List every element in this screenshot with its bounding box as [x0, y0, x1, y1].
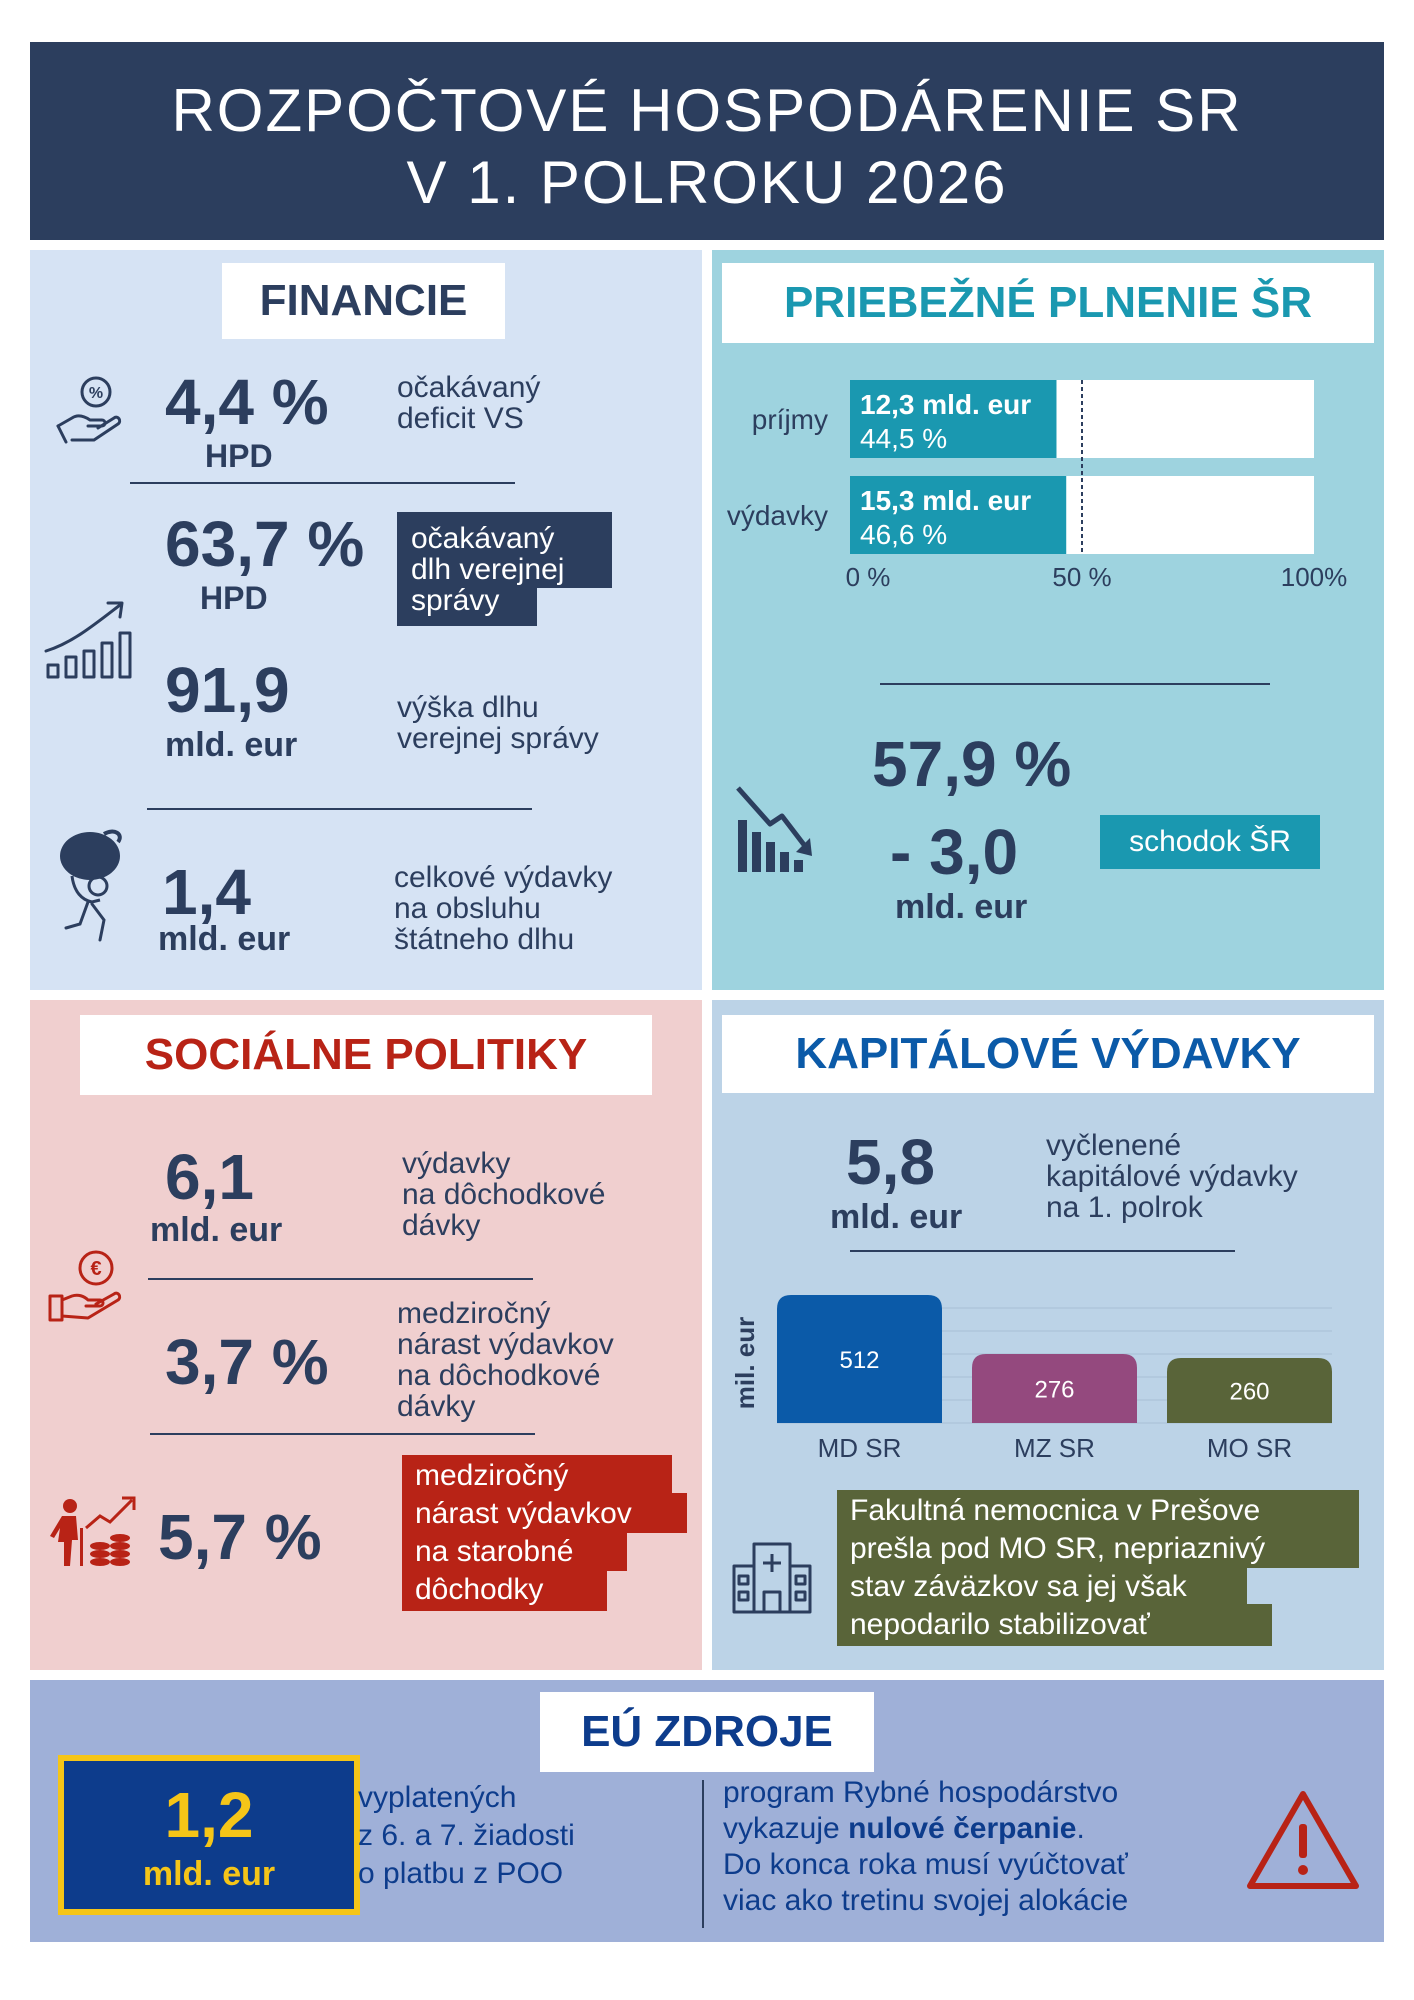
dochodky-desc-l2: na dôchodkové — [402, 1178, 606, 1211]
category-label: príjmy — [751, 404, 828, 435]
starobne-desc-l1: medziročný — [415, 1459, 569, 1492]
obsluha-value: 1,4 — [162, 856, 251, 928]
kapitalove-desc-l1: vyčlenené — [1046, 1129, 1182, 1162]
kapitalove-unit: mld. eur — [830, 1198, 963, 1236]
header-banner — [30, 42, 1384, 240]
kapitalove-panel — [712, 1000, 1384, 1670]
starobne-desc-l3: na starobné — [415, 1535, 574, 1568]
page-title-line2: V 1. POLROKU 2026 — [406, 149, 1008, 216]
dochodky-desc-l3: dávky — [402, 1209, 481, 1242]
socialne-panel — [30, 1000, 702, 1670]
eu-program-l1: program Rybné hospodárstvo — [723, 1776, 1119, 1809]
eu-program-l4: viac ako tretinu svojej alokácie — [723, 1884, 1129, 1917]
y-axis-label: mil. eur — [730, 1316, 760, 1410]
kapitalove-heading: KAPITÁLOVÉ VÝDAVKY — [722, 1015, 1374, 1093]
hand-euro-icon — [46, 1246, 132, 1326]
bar-value-label: 512 — [839, 1347, 880, 1374]
deficit-desc-l2: deficit VS — [397, 402, 524, 435]
vyska-desc-l1: výška dlhu — [397, 691, 539, 724]
dlh-unit: HPD — [200, 580, 268, 616]
debt-burden-icon — [52, 828, 132, 946]
narast-desc-l3: na dôchodkové — [397, 1359, 601, 1392]
eu-program-l2: vykazuje nulové čerpanie. — [723, 1812, 1085, 1845]
bar-value-label: 12,3 mld. eur — [860, 389, 1032, 420]
obsluha-desc-l3: štátneho dlhu — [394, 923, 575, 956]
kapitalove-desc-l2: kapitálové výdavky — [1046, 1160, 1298, 1193]
eu-desc-l3: o platbu z POO — [358, 1857, 564, 1890]
narast-desc-l1: medziročný — [397, 1297, 551, 1330]
socialne-heading: SOCIÁLNE POLITIKY — [80, 1015, 652, 1095]
warning-icon — [1242, 1786, 1364, 1894]
bar-value-label: 260 — [1229, 1378, 1270, 1406]
plnenie-panel — [712, 250, 1384, 990]
financie-heading: FINANCIE — [222, 263, 505, 339]
dochodky-unit: mld. eur — [150, 1211, 283, 1249]
note-l2: prešla pod MO SR, nepriaznivý — [850, 1532, 1266, 1565]
obsluha-unit: mld. eur — [158, 920, 291, 958]
eu-unit: mld. eur — [142, 1855, 276, 1893]
bar-value-label: 15,3 mld. eur — [860, 485, 1032, 516]
eu-value-box — [58, 1755, 360, 1915]
bar-value-label: 276 — [1034, 1376, 1075, 1404]
schodok-label: schodok ŠR — [1100, 815, 1320, 869]
vyska-desc-l2: verejnej správy — [397, 722, 599, 755]
divider — [150, 1433, 535, 1435]
eu-program-l3: Do konca roka musí vyúčtovať — [723, 1848, 1128, 1881]
hand-percent-icon — [52, 370, 132, 450]
pension-growth-icon — [48, 1488, 140, 1568]
note-l4: nepodarilo stabilizovať — [850, 1608, 1150, 1641]
category-label: MD SR — [817, 1433, 902, 1463]
eu-vertical-divider — [702, 1780, 704, 1928]
eu-heading: EÚ ZDROJE — [540, 1692, 874, 1772]
obsluha-desc-l2: na obsluhu — [394, 892, 541, 925]
deficit-desc-l1: očakávaný — [397, 371, 541, 404]
plnenie-bar-chart — [712, 380, 1384, 592]
starobne-desc-l4: dôchodky — [415, 1573, 544, 1606]
plnenie-deficit-pct: 57,9 % — [872, 728, 1072, 800]
x-tick-label: 100% — [1280, 562, 1348, 592]
kapitalove-bar-chart — [712, 1275, 1384, 1475]
narast-value: 3,7 % — [165, 1326, 329, 1398]
svg-text:%: % — [88, 385, 104, 402]
obsluha-desc-l1: celkové výdavky — [394, 861, 613, 894]
note-l3: stav záväzkov sa jej však — [850, 1570, 1187, 1603]
category-label: výdavky — [726, 500, 828, 531]
note-l1: Fakultná nemocnica v Prešove — [850, 1494, 1261, 1527]
dlh-value: 63,7 % — [165, 508, 365, 580]
deficit-value: 4,4 % — [165, 366, 329, 438]
eu-panel — [30, 1680, 1384, 1942]
dlh-desc-l1: očakávaný — [411, 522, 555, 555]
bar-percent-label: 46,6 % — [860, 519, 948, 550]
starobne-value: 5,7 % — [158, 1501, 322, 1573]
vyska-unit: mld. eur — [165, 726, 298, 764]
plnenie-heading: PRIEBEŽNÉ PLNENIE ŠR — [722, 263, 1374, 343]
x-tick-label: 50 % — [1052, 562, 1112, 592]
kapitalove-desc-l3: na 1. polrok — [1046, 1191, 1203, 1224]
category-label: MZ SR — [1014, 1433, 1095, 1463]
dlh-desc-l3: správy — [411, 584, 500, 617]
divider — [147, 808, 532, 810]
x-tick-label: 0 % — [845, 562, 891, 592]
vyska-value: 91,9 — [165, 654, 290, 726]
narast-desc-l2: nárast výdavkov — [397, 1328, 614, 1361]
category-label: MO SR — [1206, 1433, 1293, 1463]
schodok-value: - 3,0 — [890, 816, 1019, 888]
starobne-desc-l2: nárast výdavkov — [415, 1497, 632, 1530]
divider — [148, 1278, 533, 1280]
deficit-unit: HPD — [205, 438, 273, 474]
bar-percent-label: 44,5 % — [860, 423, 948, 454]
page-title-line1: ROZPOČTOVÉ HOSPODÁRENIE SR — [171, 77, 1243, 144]
svg-text:€: € — [90, 1258, 102, 1280]
kapitalove-value: 5,8 — [846, 1126, 935, 1198]
narast-desc-l4: dávky — [397, 1390, 476, 1423]
dlh-desc-l2: dlh verejnej — [411, 553, 565, 586]
dochodky-value: 6,1 — [165, 1141, 254, 1213]
eu-value: 1,2 — [164, 1779, 254, 1851]
falling-chart-icon — [734, 780, 818, 876]
hospital-icon — [730, 1540, 814, 1616]
schodok-unit: mld. eur — [895, 888, 1028, 926]
financie-panel — [30, 250, 702, 990]
divider — [880, 683, 1270, 685]
divider — [130, 482, 515, 484]
dochodky-desc-l1: výdavky — [402, 1147, 511, 1180]
divider — [850, 1250, 1235, 1252]
eu-desc-l2: z 6. a 7. žiadosti — [358, 1819, 575, 1852]
eu-program-emphasis: nulové čerpanie — [848, 1812, 1077, 1845]
growth-chart-icon — [42, 595, 138, 685]
eu-desc-l1: vyplatených — [358, 1781, 517, 1814]
